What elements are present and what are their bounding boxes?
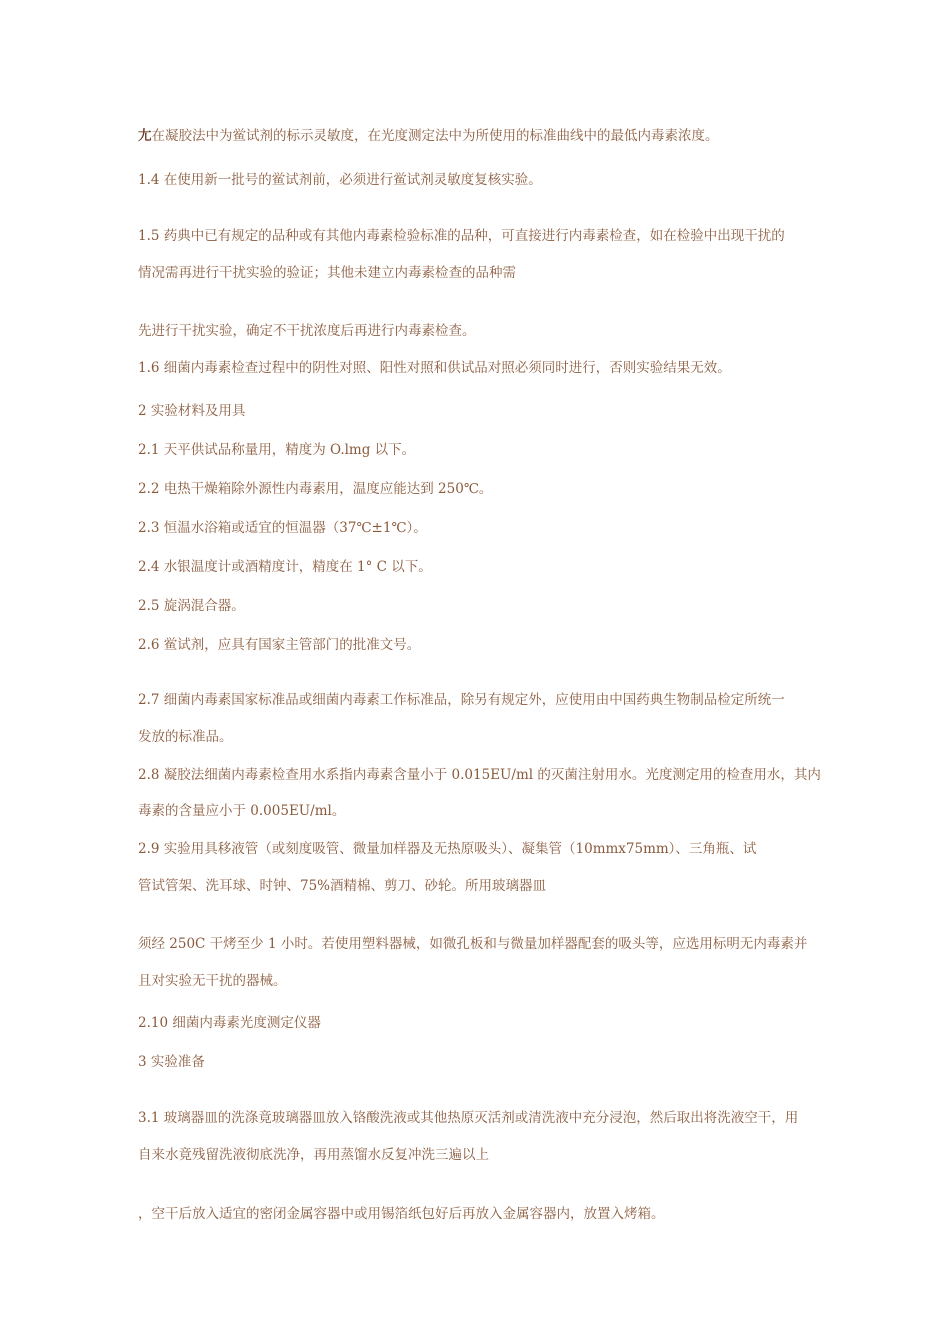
text-line: 先进行干扰实验，确定不干扰浓度后再进行内毒素检查。 (138, 323, 476, 339)
text-line: 1.6 细菌内毒素检查过程中的阴性对照、阳性对照和供试品对照必须同时进行，否则实验结果无效。 (138, 360, 731, 376)
text-line: 且对实验无干扰的器械。 (138, 973, 287, 989)
line-text: 在凝胶法中为鲎试剂的标示灵敏度，在光度测定法中为所使用的标准曲线中的最低内毒素浓度。 (151, 128, 719, 144)
text-line: 2.8 凝胶法细菌内毒素检查用水系指内毒素含量小于 0.015EU/ml 的灭菌注射用水。光度测定用的检查用水，其内 (138, 767, 821, 783)
text-line: 2.1 天平供试品称量用，精度为 O.lmg 以下。 (138, 442, 416, 458)
text-line: 1.4 在使用新一批号的鲎试剂前，必须进行鲎试剂灵敏度复核实验。 (138, 172, 542, 188)
text-line: 2.5 旋涡混合器。 (138, 598, 245, 614)
text-line: 2.6 鲎试剂，应具有国家主管部门的批准文号。 (138, 637, 421, 653)
text-line: 情况需再进行干扰实验的验证；其他未建立内毒素检查的品种需 (138, 265, 516, 281)
text-line: 须经 250C 干烤至少 1 小时。若使用塑料器械，如微孔板和与微量加样器配套的吸头等，应选用标明无内毒素并 (138, 936, 808, 952)
text-line (138, 127, 828, 145)
text-line: 2.4 水银温度计或酒精度计，精度在 1° C 以下。 (138, 559, 432, 575)
text-line: 2.10 细菌内毒素光度测定仪器 (138, 1015, 321, 1031)
section-heading: 3 实验准备 (138, 1054, 205, 1070)
text-line: 管试管架、洗耳球、时钟、75%酒精棉、剪刀、砂轮。所用玻璃器皿 (138, 878, 547, 894)
text-line: 发放的标准品。 (138, 729, 233, 745)
text-line: 2.3 恒温水浴箱或适宜的恒温器（37℃±1℃）。 (138, 520, 427, 536)
text-line: 3.1 玻璃器皿的洗涤竟玻璃器皿放入铬酸洗液或其他热原灭活剂或清洗液中充分浸泡，然后取出将洗液空干，用 (138, 1110, 799, 1126)
text-line: ，空干后放入适宜的密闭金属容器中或用锡箔纸包好后再放入金属容器内，放置入烤箱。 (138, 1206, 665, 1222)
text-line: 1.5 药典中已有规定的品种或有其他内毒素检验标准的品种，可直接进行内毒素检查，如在检验中出现干扰的 (138, 228, 785, 244)
text-line: 2.7 细菌内毒素国家标准品或细菌内毒素工作标准品，除另有规定外，应使用由中国药典生物制品检定所统一 (138, 692, 785, 708)
section-heading: 2 实验材料及用具 (138, 403, 246, 419)
text-line: 毒素的含量应小于 0.005EU/ml。 (138, 803, 346, 819)
text-line: 2.2 电热干燥箱除外源性内毒素用，温度应能达到 250℃。 (138, 481, 493, 497)
text-line: 2.9 实验用具移液管（或刻度吸管、微量加样器及无热原吸头）、凝集管（10mmx75mm）、三角瓶、试 (138, 841, 757, 857)
line-lead-char: 尢 (138, 128, 152, 144)
text-line: 自来水竟残留洗液彻底洗净，再用蒸馏水反复冲洗三遍以上 (138, 1147, 489, 1163)
